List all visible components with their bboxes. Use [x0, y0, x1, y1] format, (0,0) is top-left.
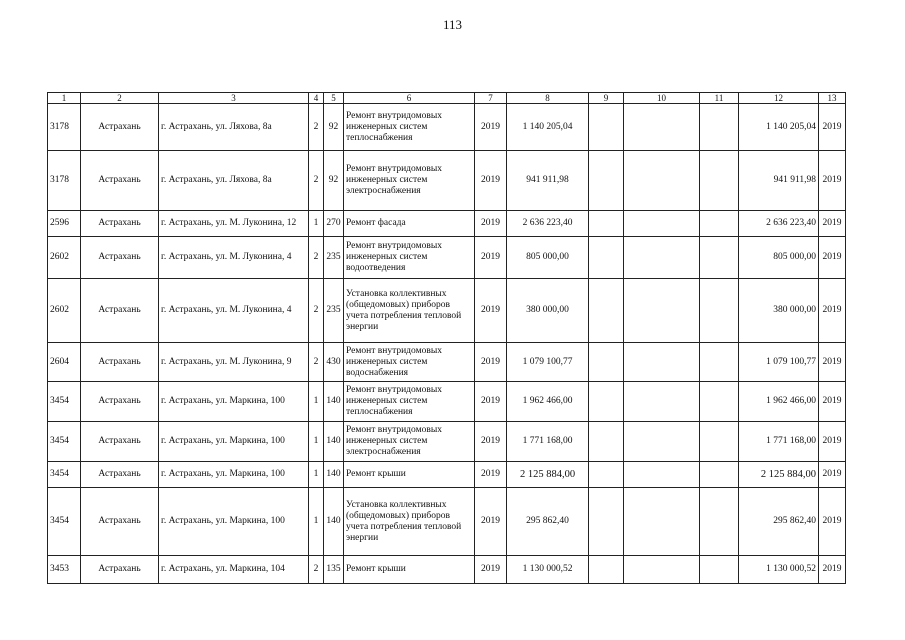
row-work-type: Ремонт фасада	[344, 211, 475, 237]
row-year: 2019	[475, 382, 507, 422]
row-cost: 2 636 223,40	[507, 211, 589, 237]
row-col4: 1	[309, 488, 324, 556]
row-year: 2019	[475, 151, 507, 211]
row-id: 3178	[48, 104, 81, 151]
row-col11	[700, 462, 739, 488]
repair-schedule-table	[47, 92, 846, 584]
row-total: 2 125 884,00	[739, 462, 819, 488]
row-total: 941 911,98	[739, 151, 819, 211]
row-cost: 1 962 466,00	[507, 382, 589, 422]
row-col9	[589, 462, 624, 488]
row-work-type: Установка коллективных (общедомовых) приборов учета потребления тепловой энергии	[344, 279, 475, 343]
row-year: 2019	[475, 237, 507, 279]
row-total: 1 130 000,52	[739, 556, 819, 584]
table-row	[48, 382, 846, 422]
row-col5: 92	[324, 104, 344, 151]
row-year: 2019	[475, 488, 507, 556]
row-id: 2602	[48, 237, 81, 279]
row-col9	[589, 488, 624, 556]
row-id: 3454	[48, 382, 81, 422]
row-cost: 941 911,98	[507, 151, 589, 211]
row-cost: 805 000,00	[507, 237, 589, 279]
row-end-year: 2019	[819, 237, 846, 279]
column-number: 7	[475, 93, 507, 104]
table-row	[48, 279, 846, 343]
column-number-row	[48, 93, 846, 104]
row-total: 1 140 205,04	[739, 104, 819, 151]
row-cost: 1 140 205,04	[507, 104, 589, 151]
row-work-type: Ремонт внутридомовых инженерных систем электроснабжения	[344, 422, 475, 462]
row-id: 3178	[48, 151, 81, 211]
row-col9	[589, 151, 624, 211]
row-col9	[589, 343, 624, 382]
row-col11	[700, 556, 739, 584]
row-work-type: Ремонт внутридомовых инженерных систем водоснабжения	[344, 343, 475, 382]
row-col9	[589, 104, 624, 151]
row-col4: 2	[309, 151, 324, 211]
row-year: 2019	[475, 279, 507, 343]
row-total: 2 636 223,40	[739, 211, 819, 237]
column-number: 10	[624, 93, 700, 104]
table-row	[48, 556, 846, 584]
row-id: 3454	[48, 488, 81, 556]
row-col9	[589, 422, 624, 462]
row-end-year: 2019	[819, 151, 846, 211]
row-cost: 295 862,40	[507, 488, 589, 556]
row-end-year: 2019	[819, 488, 846, 556]
row-col10	[624, 462, 700, 488]
row-address: г. Астрахань, ул. Маркина, 100	[159, 488, 309, 556]
row-col10	[624, 104, 700, 151]
row-col11	[700, 382, 739, 422]
row-col9	[589, 556, 624, 584]
row-id: 2596	[48, 211, 81, 237]
row-address: г. Астрахань, ул. Маркина, 100	[159, 462, 309, 488]
row-col4: 2	[309, 556, 324, 584]
column-number: 1	[48, 93, 81, 104]
column-number: 5	[324, 93, 344, 104]
row-cost: 1 130 000,52	[507, 556, 589, 584]
row-city: Астрахань	[81, 104, 159, 151]
row-id: 2604	[48, 343, 81, 382]
row-address: г. Астрахань, ул. Маркина, 104	[159, 556, 309, 584]
row-col11	[700, 237, 739, 279]
table-row	[48, 343, 846, 382]
row-end-year: 2019	[819, 211, 846, 237]
column-number: 6	[344, 93, 475, 104]
row-col5: 140	[324, 382, 344, 422]
row-col4: 1	[309, 422, 324, 462]
row-address: г. Астрахань, ул. Ляхова, 8а	[159, 104, 309, 151]
row-year: 2019	[475, 211, 507, 237]
row-col10	[624, 151, 700, 211]
column-number: 12	[739, 93, 819, 104]
row-address: г. Астрахань, ул. М. Луконина, 4	[159, 237, 309, 279]
row-col5: 235	[324, 237, 344, 279]
row-end-year: 2019	[819, 422, 846, 462]
row-city: Астрахань	[81, 211, 159, 237]
row-work-type: Установка коллективных (общедомовых) приборов учета потребления тепловой энергии	[344, 488, 475, 556]
row-col5: 140	[324, 422, 344, 462]
row-city: Астрахань	[81, 151, 159, 211]
row-end-year: 2019	[819, 343, 846, 382]
row-city: Астрахань	[81, 422, 159, 462]
row-year: 2019	[475, 556, 507, 584]
row-col10	[624, 279, 700, 343]
row-col4: 2	[309, 104, 324, 151]
row-col10	[624, 556, 700, 584]
row-col4: 2	[309, 237, 324, 279]
row-col9	[589, 382, 624, 422]
row-col4: 1	[309, 211, 324, 237]
row-cost: 1 079 100,77	[507, 343, 589, 382]
row-col5: 235	[324, 279, 344, 343]
row-col5: 270	[324, 211, 344, 237]
row-year: 2019	[475, 422, 507, 462]
row-id: 3454	[48, 462, 81, 488]
row-year: 2019	[475, 462, 507, 488]
row-col5: 140	[324, 462, 344, 488]
row-col10	[624, 211, 700, 237]
row-work-type: Ремонт крыши	[344, 462, 475, 488]
column-number: 3	[159, 93, 309, 104]
page-number: 113	[442, 17, 463, 32]
row-col4: 1	[309, 382, 324, 422]
row-col11	[700, 104, 739, 151]
row-total: 1 079 100,77	[739, 343, 819, 382]
row-id: 2602	[48, 279, 81, 343]
table-row	[48, 151, 846, 211]
row-col10	[624, 343, 700, 382]
row-col9	[589, 279, 624, 343]
row-address: г. Астрахань, ул. М. Луконина, 12	[159, 211, 309, 237]
row-city: Астрахань	[81, 488, 159, 556]
row-address: г. Астрахань, ул. М. Луконина, 9	[159, 343, 309, 382]
row-col5: 140	[324, 488, 344, 556]
column-number: 8	[507, 93, 589, 104]
row-year: 2019	[475, 104, 507, 151]
table-row	[48, 104, 846, 151]
table-row	[48, 488, 846, 556]
column-number: 9	[589, 93, 624, 104]
row-col9	[589, 237, 624, 279]
row-city: Астрахань	[81, 556, 159, 584]
table-row	[48, 462, 846, 488]
table-row	[48, 422, 846, 462]
row-city: Астрахань	[81, 279, 159, 343]
row-id: 3454	[48, 422, 81, 462]
row-address: г. Астрахань, ул. Маркина, 100	[159, 382, 309, 422]
row-col10	[624, 488, 700, 556]
row-col11	[700, 151, 739, 211]
row-total: 295 862,40	[739, 488, 819, 556]
row-col5: 92	[324, 151, 344, 211]
row-col4: 1	[309, 462, 324, 488]
row-city: Астрахань	[81, 382, 159, 422]
row-address: г. Астрахань, ул. Ляхова, 8а	[159, 151, 309, 211]
table-row	[48, 237, 846, 279]
row-end-year: 2019	[819, 382, 846, 422]
row-address: г. Астрахань, ул. М. Луконина, 4	[159, 279, 309, 343]
row-city: Астрахань	[81, 343, 159, 382]
row-col9	[589, 211, 624, 237]
row-cost: 2 125 884,00	[507, 462, 589, 488]
row-work-type: Ремонт внутридомовых инженерных систем теплоснабжения	[344, 104, 475, 151]
row-col11	[700, 279, 739, 343]
row-address: г. Астрахань, ул. Маркина, 100	[159, 422, 309, 462]
row-total: 1 771 168,00	[739, 422, 819, 462]
row-col11	[700, 211, 739, 237]
row-col11	[700, 343, 739, 382]
row-col5: 135	[324, 556, 344, 584]
row-end-year: 2019	[819, 104, 846, 151]
row-work-type: Ремонт внутридомовых инженерных систем водоотведения	[344, 237, 475, 279]
table-row	[48, 211, 846, 237]
row-cost: 380 000,00	[507, 279, 589, 343]
column-number: 13	[819, 93, 846, 104]
row-col11	[700, 488, 739, 556]
row-col10	[624, 237, 700, 279]
row-city: Астрахань	[81, 462, 159, 488]
column-number: 11	[700, 93, 739, 104]
row-id: 3453	[48, 556, 81, 584]
row-col10	[624, 422, 700, 462]
row-total: 805 000,00	[739, 237, 819, 279]
row-work-type: Ремонт крыши	[344, 556, 475, 584]
row-end-year: 2019	[819, 462, 846, 488]
row-col5: 430	[324, 343, 344, 382]
row-total: 1 962 466,00	[739, 382, 819, 422]
row-col11	[700, 422, 739, 462]
row-end-year: 2019	[819, 556, 846, 584]
row-col4: 2	[309, 343, 324, 382]
row-cost: 1 771 168,00	[507, 422, 589, 462]
row-col10	[624, 382, 700, 422]
row-col4: 2	[309, 279, 324, 343]
row-year: 2019	[475, 343, 507, 382]
column-number: 4	[309, 93, 324, 104]
row-work-type: Ремонт внутридомовых инженерных систем электроснабжения	[344, 151, 475, 211]
row-total: 380 000,00	[739, 279, 819, 343]
row-end-year: 2019	[819, 279, 846, 343]
row-city: Астрахань	[81, 237, 159, 279]
row-work-type: Ремонт внутридомовых инженерных систем теплоснабжения	[344, 382, 475, 422]
column-number: 2	[81, 93, 159, 104]
